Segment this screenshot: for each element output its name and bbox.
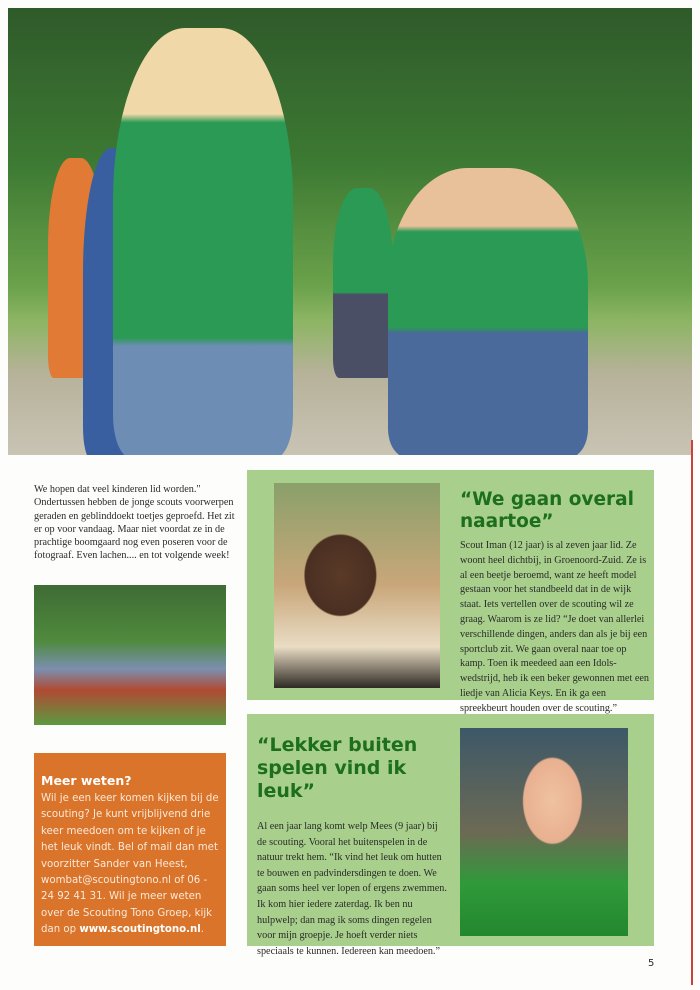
boy-scout-figure xyxy=(388,168,588,455)
title-line: “Lekker buiten xyxy=(257,734,418,756)
info-box xyxy=(34,753,226,946)
story-box-iman xyxy=(247,470,654,714)
info-text: Wil je een keer komen kijken bij de scouting? Je kunt vrijblijvend drie keer meedoen om te kijken of je het leuk vindt. Bel of mail dan met voorzitter Sander van Heest, wombat@scoutingtono.nl of 06 - 24 92 41 31. Wil je meer weten over de Scouting Tono Groep, kijk dan op xyxy=(41,793,219,936)
story-title xyxy=(257,734,449,803)
title-line: spelen vind ik leuk” xyxy=(257,757,407,802)
info-end: . xyxy=(200,924,205,936)
title-line: “We gaan overal xyxy=(460,489,634,510)
hero-photo-scouts-playing xyxy=(8,8,692,455)
website-link[interactable]: www.scoutingtono.nl xyxy=(79,924,201,936)
portrait-photo-mees xyxy=(460,728,628,936)
intro-paragraph: We hopen dat veel kinderen lid worden." Ondertussen hebben de jonge scouts voorwerpen geraden en geblinddoekt toetjes geproefd. Het zit er op voor vandaag. Maar niet voordat ze in de prachtige boomgaard nog even poseren voor de fotograaf. Even lachen.... en tot volgende week! xyxy=(34,484,235,562)
info-box-title: Meer weten? xyxy=(41,773,132,788)
story-box-mees xyxy=(247,714,654,957)
page-edge-line xyxy=(691,440,693,985)
child-figure xyxy=(333,188,393,378)
story-text: Scout Iman (12 jaar) is al zeven jaar lid. Ze woont heel dichtbij, in Groenoord-Zuid. Ze is al een beetje beroemd, want ze heeft model gestaan voor het standbeeld dat in de wijk staat. Iets vertellen over de scouting wil ze graag. Waarom is ze lid? “Je doet van allerlei verschillende dingen, anders dan als je bij een sportclub zit. We gaan overal naar toe op kamp. Toen ik meedeed aan een Idols-wedstrijd, heb ik een beker gewonnen met een liedje van Alicia Keys. En ik ga een spreekbeurt houden over de scouting.” xyxy=(460,540,649,714)
info-box-text xyxy=(41,791,219,939)
girl-scout-figure xyxy=(113,28,293,455)
story-text: Al een jaar lang komt welp Mees (9 jaar) bij de scouting. Vooral het buitenspelen in de natuur trekt hem. “Ik vind het leuk om hutten te bouwen en padvindersdingen te doen. We gaan soms heel ver lopen of ergens zwemmen. Ik kom hier iedere zaterdag. Ik ben nu hulpwelp; dan mag ik soms dingen regelen voor mijn groepje. Je hoeft verder niets speciaals te kunnen. Iedereen kan meedoen.” xyxy=(257,821,447,957)
title-line: naartoe” xyxy=(460,511,554,532)
page-number: 5 xyxy=(648,958,655,969)
group-photo xyxy=(34,585,226,725)
story-title xyxy=(460,489,650,533)
portrait-photo-iman xyxy=(274,483,440,688)
